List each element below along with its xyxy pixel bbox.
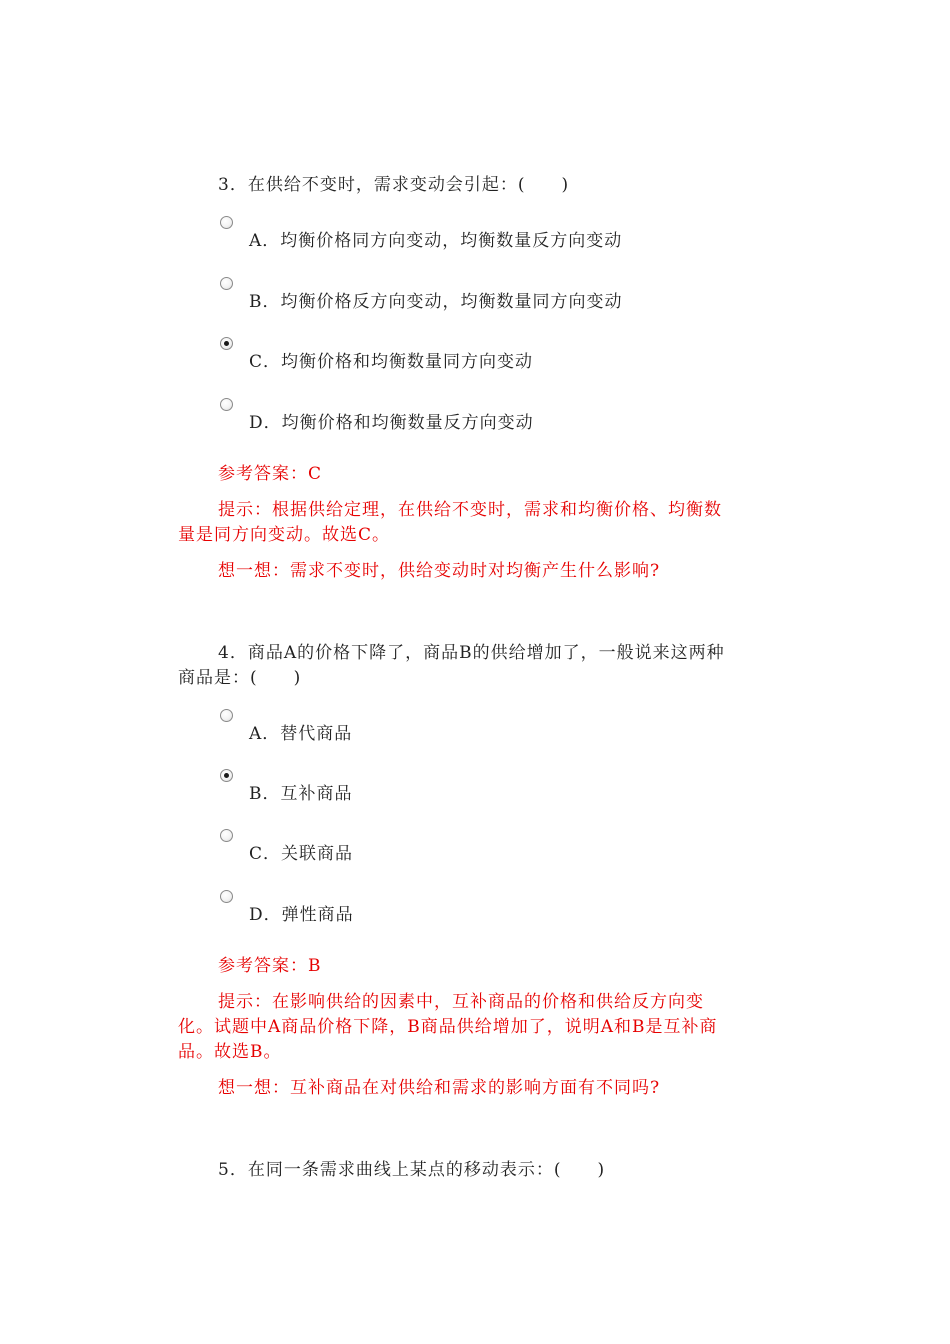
q3-option-d-radio[interactable]: [220, 398, 233, 411]
q3-think: 想一想：需求不变时，供给变动时对均衡产生什么影响?: [218, 561, 661, 581]
q4-option-a-label: A．替代商品: [249, 724, 353, 744]
q4-hint-line3: 品。故选B。: [178, 1042, 282, 1062]
q4-stem-line2: 商品是：( ): [178, 668, 302, 688]
q4-option-a-radio[interactable]: [220, 709, 233, 722]
q3-option-b-label: B．均衡价格反方向变动，均衡数量同方向变动: [249, 292, 623, 312]
q5-stem: 5．在同一条需求曲线上某点的移动表示：( ): [218, 1160, 606, 1180]
q4-option-c-label: C．关联商品: [249, 844, 354, 864]
q4-option-d-label: D．弹性商品: [249, 905, 354, 925]
q3-option-b-radio[interactable]: [220, 277, 233, 290]
q3-hint-line2: 量是同方向变动。故选C。: [178, 525, 391, 545]
q3-option-d-label: D．均衡价格和均衡数量反方向变动: [249, 413, 534, 433]
q4-option-d-radio[interactable]: [220, 890, 233, 903]
q4-hint-line2: 化。试题中A商品价格下降，B商品供给增加了，说明A和B是互补商: [178, 1017, 718, 1037]
q3-answer: 参考答案：C: [218, 464, 323, 484]
q4-think: 想一想：互补商品在对供给和需求的影响方面有不同吗?: [218, 1078, 661, 1098]
q4-answer: 参考答案：B: [218, 956, 322, 976]
q4-hint-line1: 提示：在影响供给的因素中，互补商品的价格和供给反方向变: [218, 992, 704, 1012]
q3-option-c-radio[interactable]: [220, 337, 233, 350]
q3-option-a-label: A．均衡价格同方向变动，均衡数量反方向变动: [249, 231, 623, 251]
q3-hint-line1: 提示：根据供给定理，在供给不变时，需求和均衡价格、均衡数: [218, 500, 722, 520]
q4-stem-line1: 4．商品A的价格下降了，商品B的供给增加了，一般说来这两种: [218, 643, 725, 663]
q3-stem: 3．在供给不变时，需求变动会引起：( ): [218, 175, 570, 195]
q4-option-b-label: B．互补商品: [249, 784, 353, 804]
q4-option-c-radio[interactable]: [220, 829, 233, 842]
q3-option-c-label: C．均衡价格和均衡数量同方向变动: [249, 352, 534, 372]
q3-option-a-radio[interactable]: [220, 216, 233, 229]
q4-option-b-radio[interactable]: [220, 769, 233, 782]
